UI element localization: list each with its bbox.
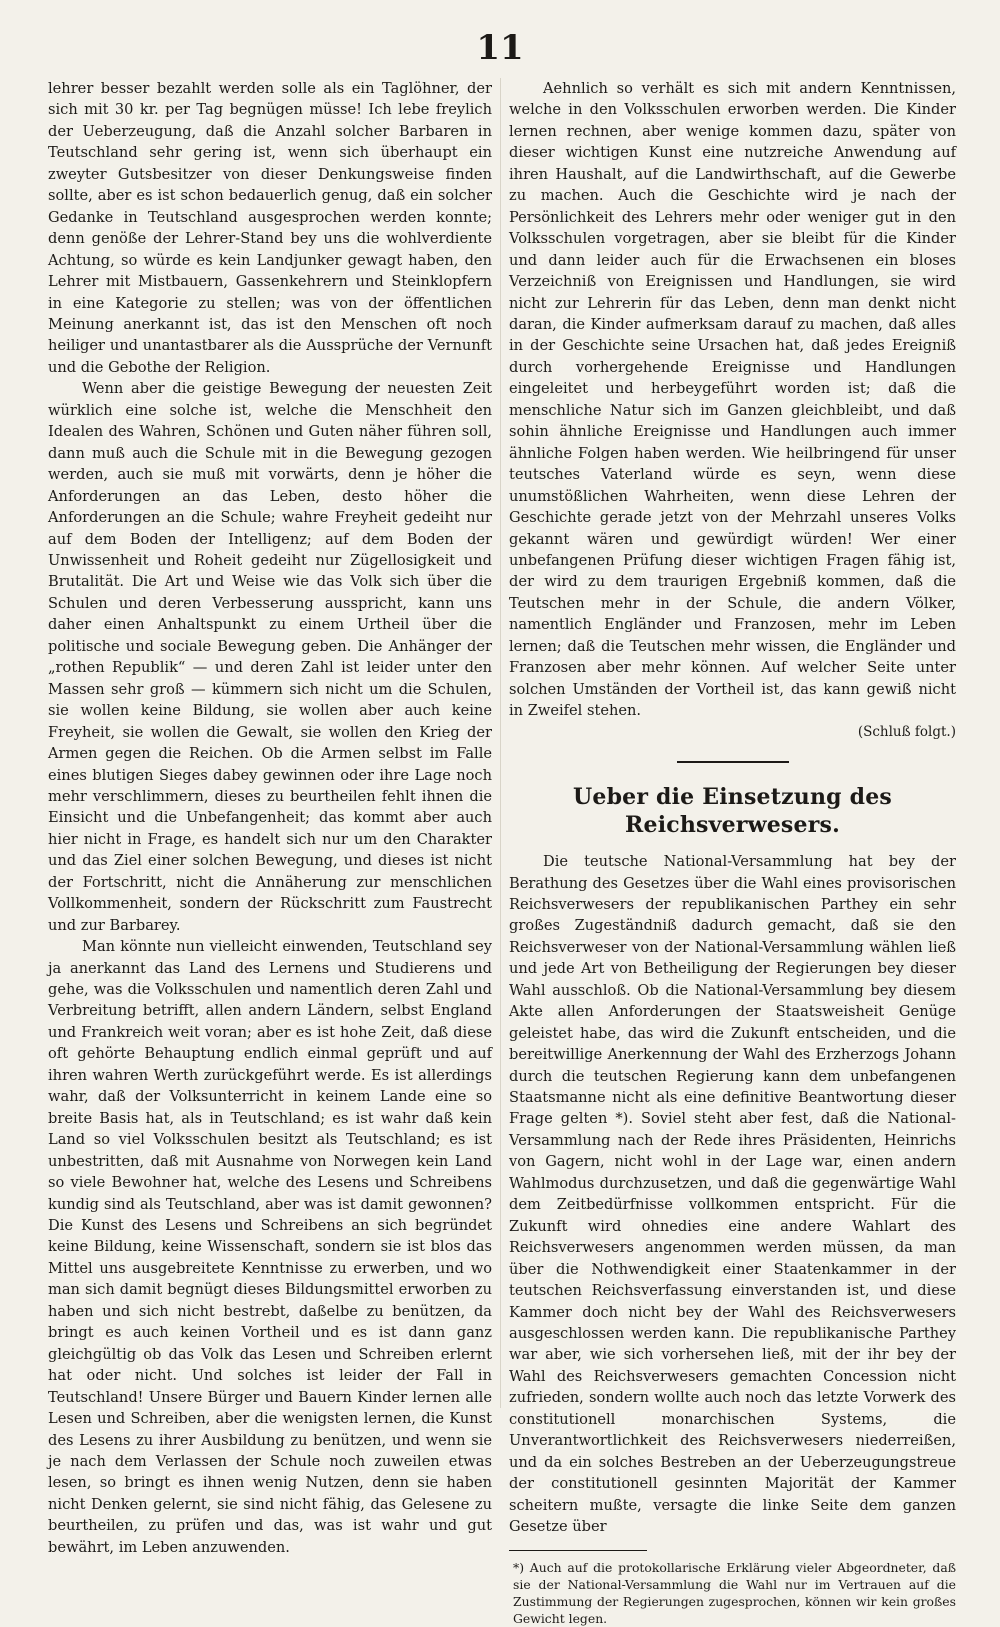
article-title: Ueber die Einsetzung des Reichsverwesers.: [573, 784, 892, 839]
article-paragraph-1: Die teutsche National-Versammlung hat bey der Berathung des Gesetzes über die Wahl eines provisorischen Reichsverwesers der republikanischen Parthey ein sehr großes Zugeständniß dadurch gemacht, daß sie den Reichsverweser von der National-Versammlung wählen ließ und jede Art von Betheiligung der Regierungen bey dieser Wahl ausschloß. Ob die National-Versammlung bey diesem Akte allen Anforderungen der Staatsweisheit Genüge geleistet habe, das wird die Zukunft entscheiden, und die bereitwillige Anerkennung der Wahl des Erzherzogs Johann durch die teutschen Regierung kann dem unbefangenen Staatsmanne nicht als eine definitive Beantwortung dieser Frage gelten *). Soviel steht aber fest, daß die National-Versammlung nach der Rede ihres Präsidenten, Heinrichs von Gagern, nicht wohl in der Lage war, einen andern Wahlmodus durchzusetzen, und daß die gegenwärtige Wahl dem Zeitbedürfnisse vollkommen entspricht. Für die Zukunft wird ohnedies eine andere Wahlart des Reichsverwesers angenommen werden müssen, da man über die Nothwendigkeit einer Staatenkammer in der teutschen Reichsverfassung einverstanden ist, und diese Kammer doch nicht bey der Wahl des Reichsverwesers ausgeschlossen werden kann. Die republikanische Parthey war aber, wie sich vorhersehen ließ, mit der ihr bey der Wahl des Reichsverwesers gemachten Concession nicht zufrieden, sondern wollte auch noch das letzte Vorwerk des constitutionell monarchischen Systems, die Unverantwortlichkeit des Reichsverwesers niederreißen, und da ein solches Bestreben an der Ueberzeugungstreue der constitutionell gesinnten Majorität der Kammer scheitern mußte, versagte die linke Seite dem ganzen Gesetze über: [509, 853, 956, 1536]
section-rule: [677, 761, 789, 763]
column-divider: [500, 78, 501, 1408]
footnote: *) Auch auf die protokollarische Erklärung vieler Abgeordneter, daß sie der National-Versammlung die Wahl nur im Vertrauen auf die Zustimmung der Regierungen zugesprochen, können wir kein großes Gewicht legen.: [513, 1559, 956, 1626]
left-paragraph-1: lehrer besser bezahlt werden solle als ein Taglöhner, der sich mit 30 kr. per Tag begnügen müsse! Ich lebe freylich der Ueberzeugung, daß die Anzahl solcher Barbaren in Teutschland sehr gering ist, wenn sich überhaupt ein zweyter Gutsbesitzer von dieser Denkungsweise finden sollte, aber es ist schon bedauerlich genug, daß ein solcher Gedanke in Teutschland ausgesprochen werden konnte; denn genöße der Lehrer-Stand bey uns die wohlverdiente Achtung, so würde es kein Landjunker gewagt haben, den Lehrer mit Mistbauern, Gassenkehrern und Steinklopfern in eine Kategorie zu stellen; was von der öffentlichen Meinung anerkannt ist, das ist den Menschen oft noch heiliger und unantastbarer als die Aussprüche der Vernunft und die Gebothe der Religion.: [48, 80, 492, 376]
continued-note: (Schluß folgt.): [857, 723, 956, 740]
footnote-rule: [509, 1550, 647, 1551]
left-paragraph-2: Wenn aber die geistige Bewegung der neuesten Zeit würklich eine solche ist, welche die Menschheit den Idealen des Wahren, Schönen und Guten näher führen soll, dann muß auch die Schule mit in die Bewegung gezogen werden, auch sie muß mit vorwärts, denn je höher die Anforderungen an das Leben, desto höher die Anforderungen an die Schule; wahre Freyheit gedeiht nur auf dem Boden der Intelligenz; auf dem Boden der Unwissenheit und Roheit gedeiht nur Zügellosigkeit und Brutalität. Die Art und Weise wie das Volk sich über die Schulen und deren Verbesserung ausspricht, kann uns daher einen Anhaltspunkt zu einem Urtheil über die politische und sociale Bewegung geben. Die Anhänger der „rothen Republik“ — und deren Zahl ist leider unter den Massen sehr groß — kümmern sich nicht um die Schulen, sie wollen keine Bildung, sie wollen aber auch keine Freyheit, sie wollen die Gewalt, sie wollen den Krieg der Armen gegen die Reichen. Ob die Armen selbst im Falle eines blutigen Sieges dabey gewinnen oder ihre Lage noch mehr verschlimmern, dieses zu beurtheilen fehlt ihnen die Einsicht und die Unbefangenheit; das kommt aber auch hier nicht in Frage, es handelt sich nur um den Charakter und das Ziel einer solchen Bewegung, und dieses ist nicht der Fortschritt, nicht die Annäherung zur menschlichen Vollkommenheit, sondern der Rückschritt zum Faustrecht und zur Barbarey.: [48, 380, 492, 934]
right-paragraph-1: Aehnlich so verhält es sich mit andern Kenntnissen, welche in den Volksschulen erworben werden. Die Kinder lernen rechnen, aber wenige kommen dazu, später von dieser wichtigen Kunst eine nutzreiche Anwendung auf ihren Haushalt, auf die Landwirthschaft, auf die Gewerbe zu machen. Auch die Geschichte wird je nach der Persönlichkeit des Lehrers mehr oder weniger gut in den Volksschulen vorgetragen, aber sie bleibt für die Kinder und dann leider auch für die Erwachsenen ein bloses Verzeichniß von Ereignissen und Handlungen, sie wird nicht zur Lehrerin für das Leben, denn man denkt nicht daran, die Kinder aufmerksam darauf zu machen, daß alles in der Geschichte seine Ursachen hat, daß jedes Ereigniß durch vorhergehende Ereignisse und Handlungen eingeleitet und herbeygeführt worden ist; daß die menschliche Natur sich im Ganzen gleichbleibt, und daß sohin ähnliche Ereignisse und Handlungen auch immer ähnliche Folgen haben werden. Wie heilbringend für unser teutsches Vaterland würde es seyn, wenn diese unumstößlichen Wahrheiten, wenn diese Lehren der Geschichte gerade jetzt von der Mehrzahl unseres Volks gekannt wären und gewürdigt würden! Wer einer unbefangenen Prüfung dieser wichtigen Fragen fähig ist, der wird zu dem traurigen Ergebniß kommen, daß die Teutschen mehr in der Schule, die andern Völker, namentlich Engländer und Franzosen, mehr im Leben lernen; daß die Teutschen mehr wissen, die Engländer und Franzosen aber mehr können. Auf welcher Seite unter solchen Umständen der Vortheil ist, das kann gewiß nicht in Zweifel stehen.: [509, 80, 956, 720]
page-number: 11: [476, 28, 524, 68]
left-column: [48, 78, 492, 1558]
left-paragraph-3: Man könnte nun vielleicht einwenden, Teutschland sey ja anerkannt das Land des Lernens und Studierens und gehe, was die Volksschulen und namentlich deren Zahl und Verbreitung betrifft, allen andern Ländern, selbst England und Frankreich weit voran; aber es ist hohe Zeit, daß diese oft gehörte Behauptung endlich einmal geprüft und auf ihren wahren Werth zurückgeführt werde. Es ist allerdings wahr, daß der Volksunterricht in keinem Lande eine so breite Basis hat, als in Teutschland; es ist wahr daß kein Land so viel Volksschulen besitzt als Teutschland; es ist unbestritten, daß mit Ausnahme von Norwegen kein Land so viele Bewohner hat, welche des Lesens und Schreibens kundig sind als Teutschland, aber was ist damit gewonnen? Die Kunst des Lesens und Schreibens an sich begründet keine Bildung, keine Wissenschaft, sondern sie ist blos das Mittel uns ausgebreitete Kenntnisse zu erwerben, und wo man sich damit begnügt dieses Bildungsmittel erworben zu haben und sich nicht bestrebt, daßelbe zu benützen, da bringt es auch keinen Vortheil und es ist dann ganz gleichgültig ob das Volk das Lesen und Schreiben erlernt hat oder nicht. Und solches ist leider der Fall in Teutschland! Unsere Bürger und Bauern Kinder lernen alle Lesen und Schreiben, aber die wenigsten lernen, die Kunst des Lesens zu ihrer Ausbildung zu benützen, und wenn sie je nach dem Verlassen der Schule noch zuweilen etwas lesen, so bringt es ihnen wenig Nutzen, denn sie haben nicht Denken gelernt, sie sind nicht fähig, das Gelesene zu beurtheilen, zu prüfen und das, was ist wahr und gut bewährt, im Leben anzuwenden.: [48, 938, 492, 1556]
right-column: [509, 78, 956, 1627]
